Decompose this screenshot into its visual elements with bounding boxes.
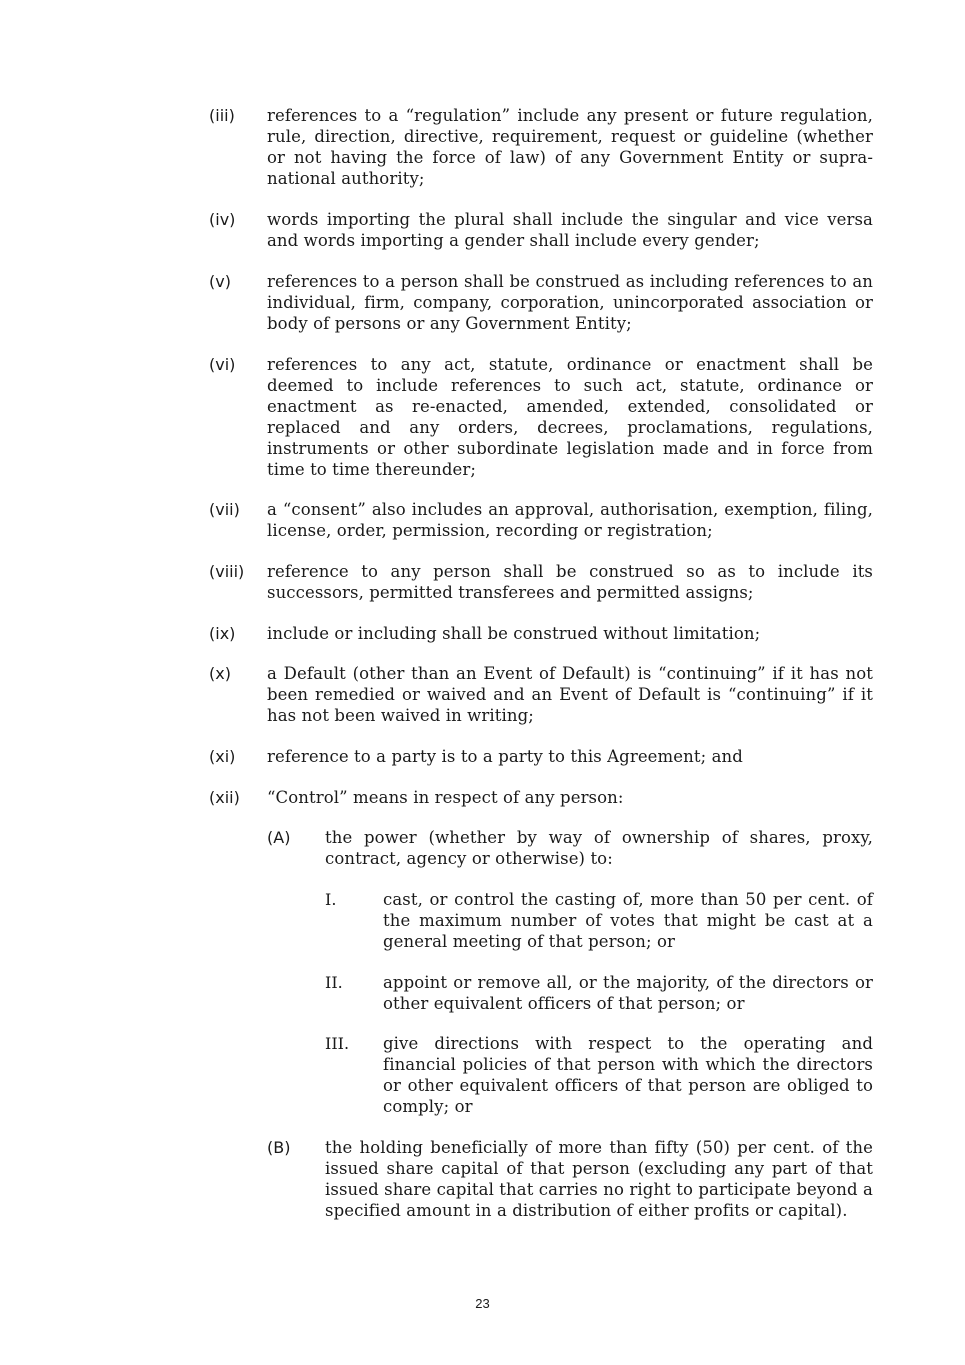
clause-label: III. — [325, 1034, 350, 1053]
clause-text: reference to any person shall be construed so as to include its successors, permitted transferees and permitted assigns; — [267, 562, 873, 602]
clause-label: (viii) — [209, 562, 245, 581]
clause-text: “Control” means in respect of any person: — [267, 788, 624, 807]
clause-label: (x) — [209, 664, 231, 683]
clause-x — [209, 663, 873, 726]
clause-text: give directions with respect to the operating and financial policies of that person with which the directors or other equivalent officers of that person are obliged to comply; or — [383, 1034, 873, 1116]
clause-v — [209, 271, 873, 334]
clause-text: the power (whether by way of ownership of shares, proxy, contract, agency or otherwise) to: — [325, 828, 873, 868]
clause-text: the holding beneficially of more than fifty (50) per cent. of the issued share capital of that person (excluding any part of that issued share capital that carries no right to participate beyond a specified amount in a distribution of either profits or capital). — [325, 1138, 873, 1220]
page-number: 23 — [475, 1296, 490, 1311]
clause-text: reference to a party is to a party to this Agreement; and — [267, 747, 743, 766]
clause-label: I. — [325, 890, 337, 909]
clause-text: words importing the plural shall include the singular and vice versa and words importing a gender shall include every gender; — [267, 210, 873, 250]
clause-text: references to any act, statute, ordinance or enactment shall be deemed to include references to such act, statute, ordinance or enactment as re-enacted, amended, extended, consolidated or replaced and any orders, decrees, proclamations, regulations, instruments or other subordinate legislation made and in force from time to time thereunder; — [267, 355, 873, 479]
clause-label: (iv) — [209, 210, 236, 229]
clause-text: cast, or control the casting of, more than 50 per cent. of the maximum number of votes that might be cast at a general meeting of that person; or — [383, 890, 873, 951]
clause-label: (iii) — [209, 106, 235, 125]
control-clause-b — [267, 1137, 873, 1221]
clause-text: include or including shall be construed without limitation; — [267, 624, 761, 643]
clause-label: II. — [325, 973, 343, 992]
clause-xii — [209, 787, 873, 808]
clause-iv — [209, 209, 873, 251]
clause-label: (ix) — [209, 624, 236, 643]
clause-text: a Default (other than an Event of Default) is “continuing” if it has not been remedied or waived and an Event of Default is “continuing” if it has not been waived in writing; — [267, 664, 873, 725]
clause-iii — [209, 105, 873, 189]
clause-viii — [209, 561, 873, 603]
clause-label: (v) — [209, 272, 231, 291]
clause-ix — [209, 623, 873, 644]
control-clause-iii — [325, 1033, 873, 1117]
clause-text: references to a person shall be construed as including references to an individual, firm, company, corporation, unincorporated association or body of persons or any Government Entity; — [267, 272, 873, 333]
clause-label: (B) — [267, 1138, 291, 1157]
clause-label: (xii) — [209, 788, 240, 807]
clause-text: references to a “regulation” include any present or future regulation, rule, direction, directive, requirement, request or guideline (whether or not having the force of law) of any Government Entity or supra-national authority; — [267, 106, 873, 188]
clause-text: appoint or remove all, or the majority, of the directors or other equivalent officers of that person; or — [383, 973, 873, 1013]
clause-label: (vi) — [209, 355, 236, 374]
control-clause-i — [325, 889, 873, 952]
clause-label: (xi) — [209, 747, 236, 766]
clause-label: (A) — [267, 828, 291, 847]
clause-text: a “consent” also includes an approval, authorisation, exemption, filing, license, order, permission, recording or registration; — [267, 500, 873, 540]
clause-vii — [209, 499, 873, 541]
control-clause-ii — [325, 972, 873, 1014]
control-clause-a — [267, 827, 873, 869]
clause-xi — [209, 746, 873, 767]
clause-label: (vii) — [209, 500, 240, 519]
clause-vi — [209, 354, 873, 480]
